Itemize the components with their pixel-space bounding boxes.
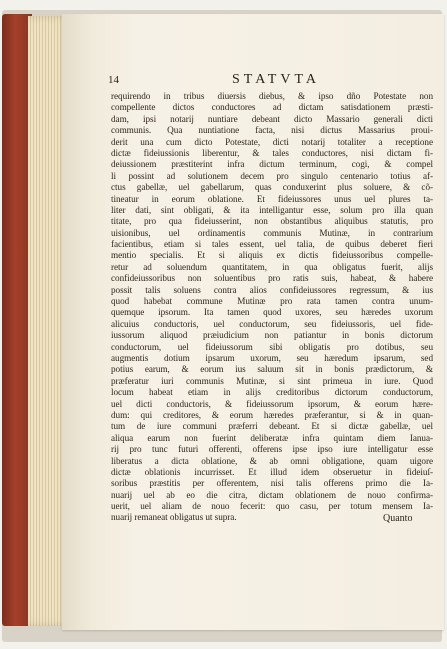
text-line: alicuius conductoris, uel conductorum, seu fideiussoris, uel fide- <box>111 318 433 329</box>
text-line: dum: qui creditores, & eorum hæredes præferantur, si & in quan- <box>111 409 433 420</box>
text-line: possit talis soluens contra alios confideiussores regressum, & ius <box>111 284 433 295</box>
text-line: conductorum, uel fideiussorum sibi obligatis pro dotibus, seu <box>111 341 433 352</box>
text-line: facientibus, etiam si tales essent, uel talia, de quibus deberet fieri <box>111 239 433 250</box>
text-line: potius earum, & eorum ius saluum sit in bonis prædictorum, & <box>111 364 433 375</box>
page-heading: STATVTA <box>232 72 320 87</box>
text-line: nuarij uel ab eo die citra, dictam oblationem de nouo confirma- <box>111 489 433 500</box>
text-line: soribus præstitis per offerentem, nisi talis offerens primo die Ia- <box>111 478 433 489</box>
text-line: rij pro tunc futuri offerenti, offerens ipse ipso iure intelligatur esse <box>111 444 433 455</box>
text-line: requirendo in tribus diuersis diebus, & ipso dño Potestate non <box>111 91 433 101</box>
text-line: quod habebat commune Mutinæ pro rata tamen contra unum- <box>111 296 433 307</box>
text-line: uel dicti conductoris, & fideiussorum ipsorum, & eorum hære- <box>111 398 433 409</box>
text-line: mentio specialis. Et si aliquis ex dictis fideiussoribus compelle- <box>111 250 433 261</box>
body-text <box>111 91 433 524</box>
text-line: iussorum aliquod præiudicium non patiantur in bonis dictorum <box>111 330 433 341</box>
text-line: titate, pro qua fideiusserint, non obstantibus aliquibus statutis, pro <box>111 216 433 227</box>
text-line: confideiussoribus non soluentibus pro ratis suis, habeat, & habere <box>111 273 433 284</box>
running-head <box>108 74 418 90</box>
page-number: 14 <box>108 74 119 86</box>
text-line: nuarij remaneat obligatus ut supra. <box>111 512 237 523</box>
text-line: uerit, uel aliam de nouo fecerit: quo casu, per totum mensem Ia- <box>111 501 433 512</box>
text-line: retur ad soluendum quantitatem, in qua obligatus fuerit, alijs <box>111 261 433 272</box>
text-line: dictæ fideiussionis liberentur, & tales conductores, nisi dictam fi- <box>111 147 433 158</box>
text-line: ctus gabellæ, uel gabellarum, quas conduxerint plus soluere, & cõ- <box>111 182 433 193</box>
text-line: compellente dictos conductores ad dictam satisdationem præsti- <box>111 102 433 113</box>
text-line: liberatus a dicta oblatione, & ab omni obligatione, quam uigore <box>111 455 433 466</box>
text-line: communis. Qua nuntiatione facta, nisi dictus Massarius proui- <box>111 125 433 136</box>
text-line: augmentis dotium ipsarum uxorum, seu hæredum ipsarum, sed <box>111 352 433 363</box>
text-line: dam, ipsi notarij nuntiare debeant dicto Massario generali dicti <box>111 113 433 124</box>
text-line: aliqua earum non fuerint deliberatæ infra quintam diem Ianua- <box>111 432 433 443</box>
text-line: dictæ oblationis incurrisset. Et illud idem obseruetur in fideiuſ- <box>111 466 433 477</box>
text-line: tineatur in eorum oblatione. Et fideiussores unus uel plures ta- <box>111 193 433 204</box>
text-line: quemque ipsorum. Ita tamen quod uxores, seu hæredes uxorum <box>111 307 433 318</box>
text-line: præferatur iuri communis Mutinæ, si sint primeua in iure. Quod <box>111 375 433 386</box>
text-line: liter dati, sint obligati, & ita intelligantur esse, solum pro illa quan <box>111 204 433 215</box>
catchword: Quanto <box>383 513 413 524</box>
text-line: derit una cum dicto Potestate, dicti notarij totaliter a receptione <box>111 136 433 147</box>
text-line: tum de iure communi præferri debeant. Et si dictæ gabellæ, uel <box>111 421 433 432</box>
text-line: deiussionem præstiterint infra dictum terminum, cogi, & compel <box>111 159 433 170</box>
text-line: li possint ad solutionem decem pro singulo centenario totius af- <box>111 170 433 181</box>
text-line: locum habeat etiam in alijs creditoribus dictorum conductorum, <box>111 387 433 398</box>
text-line: uisionibus, uel ordinamentis communis Mutinæ, in contrarium <box>111 227 433 238</box>
